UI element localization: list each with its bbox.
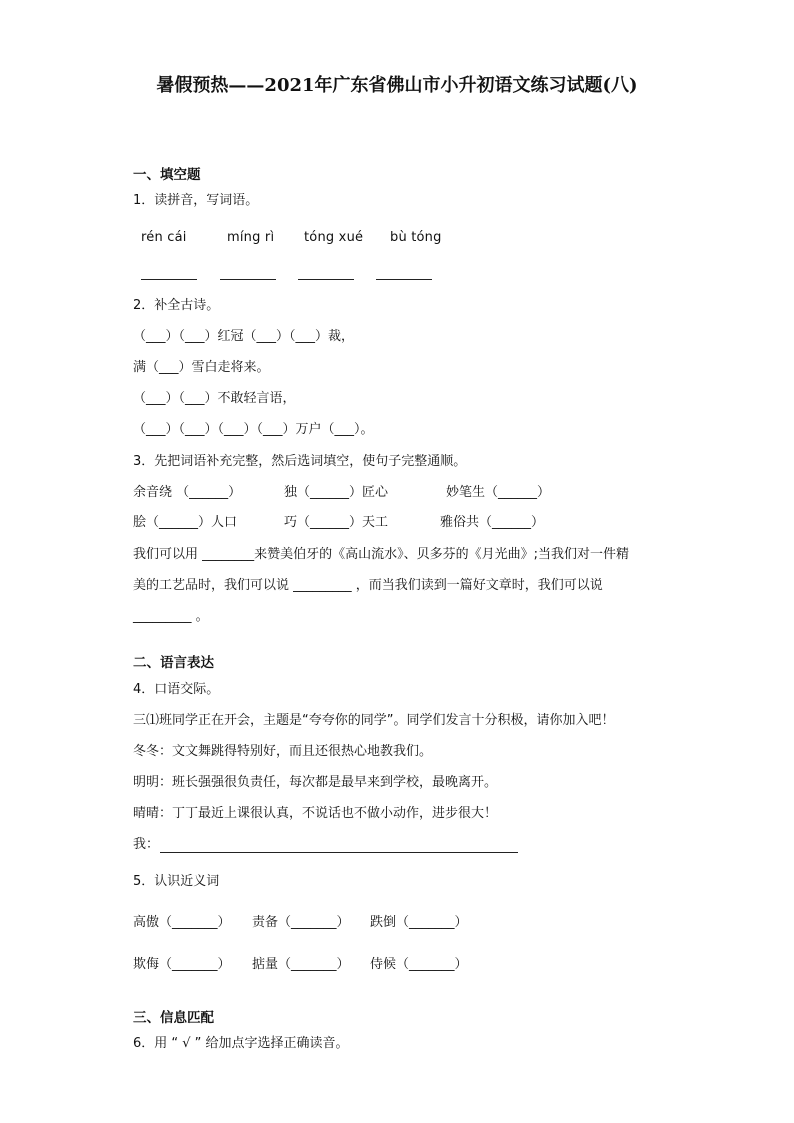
question-5-text: 5．认识近义词 xyxy=(133,874,220,889)
pinyin-3: tóng xué xyxy=(304,230,364,245)
answer-blank-1[interactable] xyxy=(141,279,197,280)
pinyin-1: rén cái xyxy=(141,230,187,245)
pinyin-4: bù tóng xyxy=(390,230,442,245)
answer-blank-2[interactable] xyxy=(220,279,276,280)
synonym-2: 责备（_______） xyxy=(252,915,350,930)
answer-blank-3[interactable] xyxy=(298,279,354,280)
dialogue-dongdong: 冬冬：文文舞跳得特别好，而且还很热心地教我们。 xyxy=(133,744,433,759)
page-title: 暑假预热——2021年广东省佛山市小升初语文练习试题(八) xyxy=(156,75,638,96)
synonym-6: 侍候（_______） xyxy=(370,957,468,972)
synonym-5: 掂量（_______） xyxy=(252,957,350,972)
idiom-2: 独（______）匠心 xyxy=(284,485,389,500)
question-6-text: 6．用 “ √ ” 给加点字选择正确读音。 xyxy=(133,1036,349,1051)
dialogue-answer-line[interactable] xyxy=(160,852,518,853)
poem-line-4: （___）（___）（___）（___）万户（___）。 xyxy=(133,422,374,437)
synonym-4: 欺侮（_______） xyxy=(133,957,231,972)
poem-line-3: （___）（___）不敢轻言语， xyxy=(133,391,296,406)
dialogue-qingqing: 晴晴：丁丁最近上课很认真，不说话也不做小动作，进步很大！ xyxy=(133,806,498,821)
fill-sentence-line-3: _________ 。 xyxy=(133,609,209,624)
fill-sentence-line-1: 我们可以用 ________来赞美伯牙的《高山流水》、贝多芬的《月光曲》;当我们对一件精 xyxy=(133,547,630,562)
dialogue-intro: 三⑴班同学正在开会，主题是“夸夸你的同学”。同学们发言十分积极，请你加入吧！ xyxy=(133,713,615,728)
question-2-text: 2．补全古诗。 xyxy=(133,298,220,313)
idiom-5: 巧（______）天工 xyxy=(284,515,389,530)
section-heading-info-match: 三、信息匹配 xyxy=(133,1010,214,1026)
idiom-4: 脍（______）人口 xyxy=(133,515,238,530)
section-heading-fill-blank: 一、填空题 xyxy=(133,167,201,183)
poem-line-2: 满（___）雪白走将来。 xyxy=(133,360,270,375)
idiom-1: 余音绕 （______） xyxy=(133,485,242,500)
dialogue-me-label: 我： xyxy=(133,837,160,852)
idiom-6: 雅俗共（______） xyxy=(440,515,545,530)
synonym-3: 跌倒（_______） xyxy=(370,915,468,930)
question-3-text: 3．先把词语补充完整，然后选词填空，使句子完整通顺。 xyxy=(133,454,467,469)
section-heading-language-expression: 二、语言表达 xyxy=(133,655,214,671)
question-4-text: 4．口语交际。 xyxy=(133,682,220,697)
pinyin-2: míng rì xyxy=(227,230,275,245)
answer-blank-4[interactable] xyxy=(376,279,432,280)
synonym-1: 高傲（_______） xyxy=(133,915,231,930)
question-1-text: 1．读拼音，写词语。 xyxy=(133,193,259,208)
idiom-3: 妙笔生（______） xyxy=(446,485,551,500)
fill-sentence-line-2: 美的工艺品时，我们可以说 _________ ，而当我们读到一篇好文章时，我们可以说 xyxy=(133,578,603,593)
dialogue-mingming: 明明：班长强强很负责任，每次都是最早来到学校，最晚离开。 xyxy=(133,775,498,790)
poem-line-1: （___）（___）红冠（___）（___）裁， xyxy=(133,329,355,344)
